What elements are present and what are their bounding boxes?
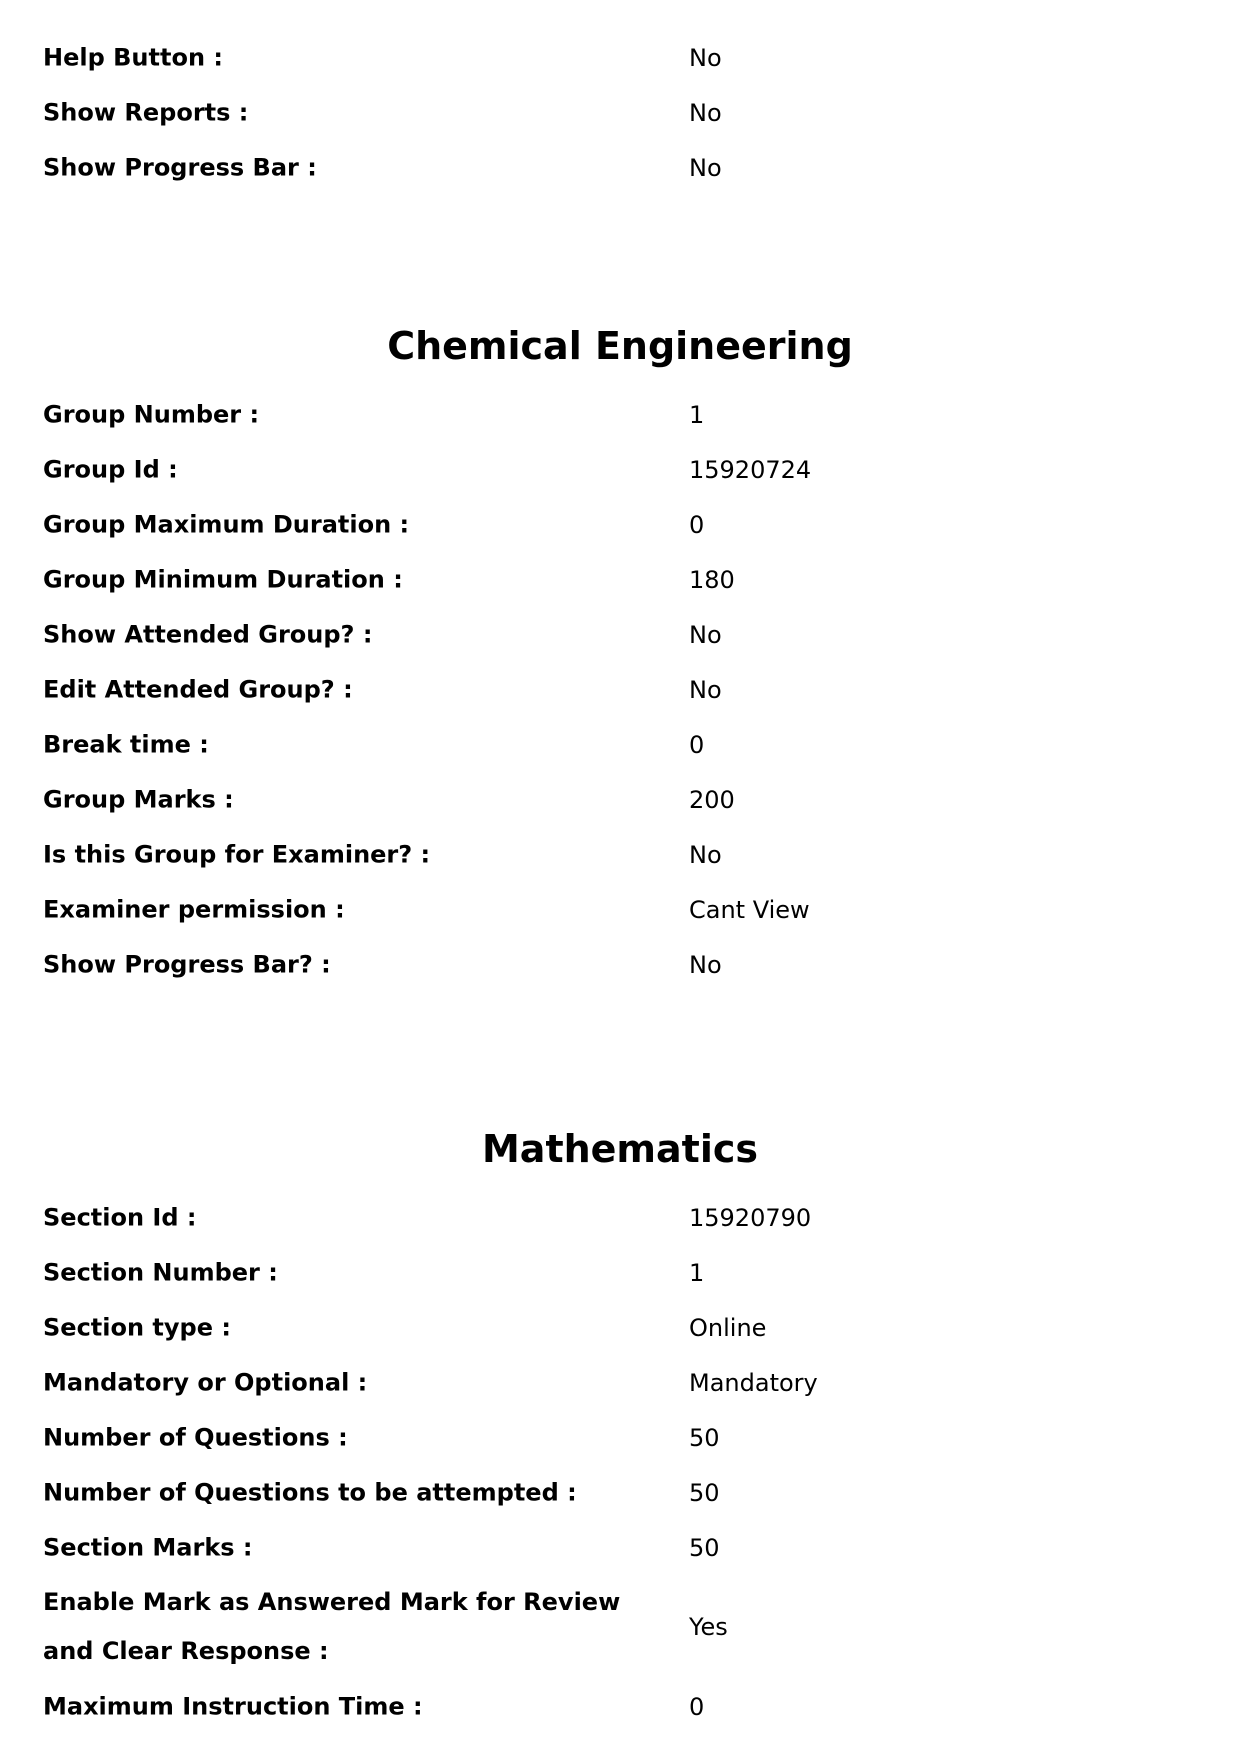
section-value: Online: [689, 1313, 767, 1342]
group-value: No: [689, 950, 722, 979]
section-value: Yes: [689, 1613, 728, 1641]
section-value: 50: [689, 1423, 720, 1452]
group-title: Chemical Engineering: [387, 324, 853, 368]
section-label: Section Id :: [43, 1203, 197, 1231]
group-value: 15920724: [689, 455, 812, 484]
setting-value: No: [689, 43, 722, 72]
section-row-number: [43, 1245, 1197, 1300]
group-value: 1: [689, 400, 705, 429]
section-label: Maximum Instruction Time :: [43, 1692, 423, 1720]
group-value: No: [689, 620, 722, 649]
group-row-examiner-permission: [43, 882, 1197, 937]
group-details-table: [43, 387, 1197, 992]
group-row-show-progress-bar: [43, 937, 1197, 992]
setting-row-show-reports: [43, 85, 1197, 140]
group-value: 0: [689, 730, 705, 759]
group-label: Show Progress Bar? :: [43, 950, 331, 978]
group-label: Show Attended Group? :: [43, 620, 373, 648]
group-label: Group Minimum Duration :: [43, 565, 403, 593]
top-settings-table: [43, 30, 1197, 195]
setting-value: No: [689, 98, 722, 127]
section-row-num-questions: [43, 1410, 1197, 1465]
group-value: 0: [689, 510, 705, 539]
section-row-marks: [43, 1520, 1197, 1575]
group-label: Group Number :: [43, 400, 260, 428]
section-row-questions-attempted: [43, 1465, 1197, 1520]
section-value: 15920790: [689, 1203, 812, 1232]
setting-value: No: [689, 153, 722, 182]
setting-label: Help Button :: [43, 43, 223, 71]
section-label: Number of Questions to be attempted :: [43, 1478, 577, 1506]
group-label: Is this Group for Examiner? :: [43, 840, 431, 868]
group-row-for-examiner: [43, 827, 1197, 882]
section-label: Number of Questions :: [43, 1423, 348, 1451]
group-row-id: [43, 442, 1197, 497]
section-row-type: [43, 1300, 1197, 1355]
group-row-max-duration: [43, 497, 1197, 552]
setting-row-help-button: [43, 30, 1197, 85]
group-label: Group Maximum Duration :: [43, 510, 410, 538]
section-value: Mandatory: [689, 1368, 818, 1397]
setting-row-show-progress-bar: [43, 140, 1197, 195]
section-label: Section type :: [43, 1313, 231, 1341]
group-value: 180: [689, 565, 735, 594]
section-title: Mathematics: [481, 1127, 759, 1171]
section-label: Section Marks :: [43, 1533, 253, 1561]
group-label: Group Marks :: [43, 785, 234, 813]
section-value: 0: [689, 1692, 705, 1721]
group-row-edit-attended: [43, 662, 1197, 717]
setting-label: Show Progress Bar :: [43, 153, 317, 181]
group-label: Break time :: [43, 730, 209, 758]
group-row-break-time: [43, 717, 1197, 772]
group-row-marks: [43, 772, 1197, 827]
group-value: Cant View: [689, 895, 810, 924]
section-value: 50: [689, 1478, 720, 1507]
section-value: 1: [689, 1258, 705, 1287]
section-row-mark-review: [43, 1575, 1197, 1679]
group-row-min-duration: [43, 552, 1197, 607]
section-row-mandatory: [43, 1355, 1197, 1410]
section-details-table: [43, 1190, 1197, 1734]
section-row-instruction-time: [43, 1679, 1197, 1734]
group-label: Group Id :: [43, 455, 178, 483]
section-label: Enable Mark as Answered Mark for Review and Clear Response :: [43, 1588, 621, 1665]
section-value: 50: [689, 1533, 720, 1562]
group-value: No: [689, 675, 722, 704]
group-label: Edit Attended Group? :: [43, 675, 353, 703]
group-value: No: [689, 840, 722, 869]
group-value: 200: [689, 785, 735, 814]
section-row-id: [43, 1190, 1197, 1245]
group-row-number: [43, 387, 1197, 442]
section-label: Section Number :: [43, 1258, 278, 1286]
group-row-show-attended: [43, 607, 1197, 662]
group-label: Examiner permission :: [43, 895, 345, 923]
setting-label: Show Reports :: [43, 98, 249, 126]
section-label: Mandatory or Optional :: [43, 1368, 368, 1396]
